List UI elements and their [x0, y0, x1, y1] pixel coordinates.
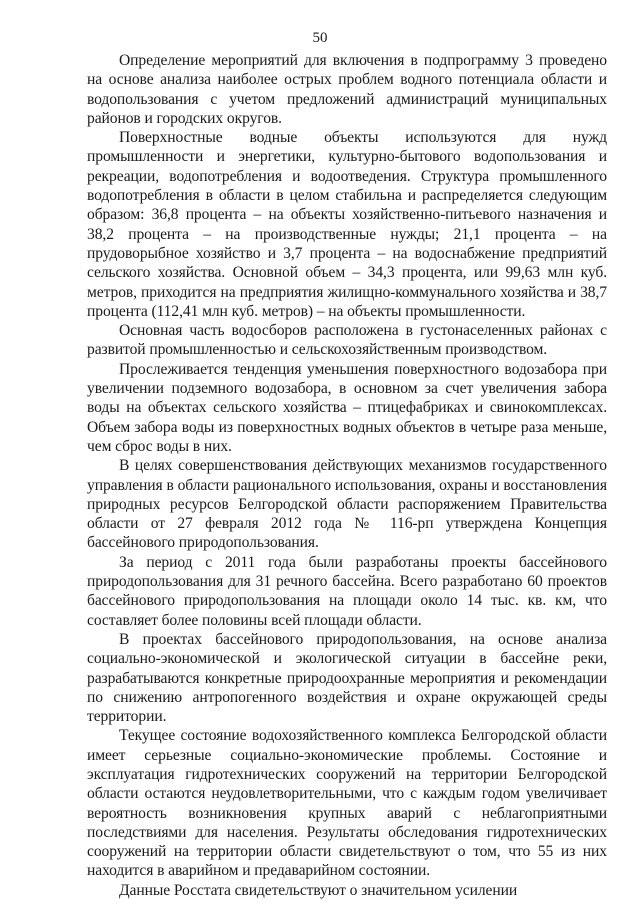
- paragraph-basin-concept: В целях совершенствования действующих механизмов государственного управления в области рационального использования, охраны и восстановления природных ресурсов Белгородской области распоряжением Правительства области от 27 февраля 2012 года № 116-рп утверждена Концепция бассейнового природопользования.: [87, 457, 607, 552]
- document-body: [87, 51, 607, 900]
- paragraph-basin-projects: За период с 2011 года были разработаны проекты бассейнового природопользования для 31 речного бассейна. Всего разработано 60 проектов бассейнового природопользования на площади около 14 тыс. кв. км, что составляет более половины всей площади области.: [87, 553, 607, 629]
- paragraph-catchment-location: Основная часть водосборов расположена в густонаселенных районах с развитой промышленностью и сельскохозяйственным производством.: [87, 322, 607, 359]
- paragraph-basin-measures: В проектах бассейнового природопользования, на основе анализа социально-экономической и экологической ситуации в бассейне реки, разрабатываются конкретные природоохранные мероприятия и рекомендации по снижению антропогенного воздействия и охране окружающей среды территории.: [87, 630, 607, 726]
- paragraph-hydraulic-structures: Текущее состояние водохозяйственного комплекса Белгородской области имеет серьезные социально-экономические проблемы. Состояние и эксплуатация гидротехнических сооружений на территории Белгородской области остаются неудовлетворительными, что с каждым годом увеличивает вероятность возникновения крупных аварий с неблагоприятными последствиями для населения. Результаты обследования гидротехнических сооружений на территории области свидетельствуют о том, что 55 из них находится в аварийном и предаварийном состоянии.: [87, 727, 607, 880]
- paragraph-water-intake-trend: Прослеживается тенденция уменьшения поверхностного водозабора при увеличении подземного водозабора, в основном за счет увеличения забора воды на объектах сельского хозяйства – птицефабриках и свинокомплексах. Объем забора воды из поверхностных водных объектов в четыре раза меньше, чем сброс воды в них.: [87, 360, 607, 455]
- paragraph-rosstat-data: Данные Росстата свидетельствуют о значительном усилении: [119, 881, 518, 899]
- paragraph-water-consumption-structure: Поверхностные водные объекты используются для нужд промышленности и энергетики, культурно-бытового водопользования и рекреации, водопотребления и водоотведения. Структура промышленного водопотребления в области в целом стабильна и распределяется следующим образом: 36,8 процента – на объекты хозяйственно-питьевого назначения и 38,2 процента – на производственные нужды; 21,1 процента – на прудоворыбное хозяйство и 3,7 процента – на водоснабжение предприятий сельского хозяйства. Основной объем – 34,3 процента, или 99,63 млн куб. метров, приходится на предприятия жилищно-коммунального хозяйства и 38,7 процента (112,41 млн куб. метров) – на объекты промышленности.: [87, 129, 607, 320]
- paragraph-subprogram-definition: Определение мероприятий для включения в подпрограмму 3 проведено на основе анализа наиболее острых проблем водного потенциала области и водопользования с учетом предложений администраций муниципальных районов и городских округов.: [87, 52, 607, 127]
- page-number: 50: [312, 30, 328, 46]
